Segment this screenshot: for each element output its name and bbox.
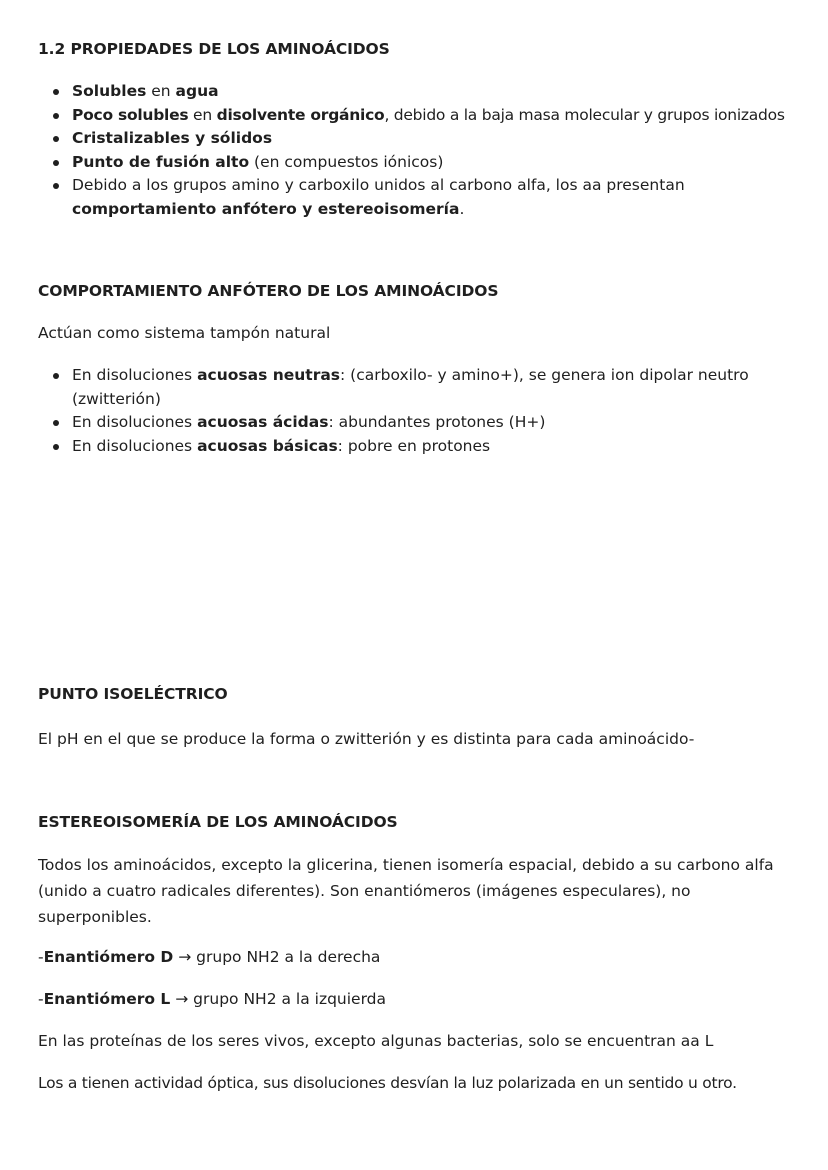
- list-item: Solubles en agua: [38, 80, 798, 104]
- list-item: Debido a los grupos amino y carboxilo unidos al carbono alfa, los aa presentan comportamiento anfótero y estereoisomería.: [38, 174, 712, 221]
- section-heading-propiedades: 1.2 PROPIEDADES DE LOS AMINOÁCIDOS: [38, 40, 390, 58]
- list-item: En disoluciones acuosas neutras: (carboxilo- y amino+), se genera ion dipolar neutro (zwitterión): [38, 364, 772, 411]
- list-item: En disoluciones acuosas ácidas: abundantes protones (H+): [38, 411, 798, 435]
- section-text: El pH en el que se produce la forma o zwitterión y es distinta para cada aminoácido-: [38, 730, 695, 748]
- amphoteric-list: [38, 364, 798, 458]
- list-item: Cristalizables y sólidos: [38, 127, 798, 151]
- section-heading-comportamiento: COMPORTAMIENTO ANFÓTERO DE LOS AMINOÁCIDOS: [38, 282, 499, 300]
- section-intro: Actúan como sistema tampón natural: [38, 324, 331, 342]
- list-item: Punto de fusión alto (en compuestos iónicos): [38, 151, 798, 175]
- section-heading-estereoisomeria: ESTEREOISOMERÍA DE LOS AMINOÁCIDOS: [38, 813, 398, 831]
- section-text: Los a tienen actividad óptica, sus disoluciones desvían la luz polarizada en un sentido u otro.: [38, 1074, 737, 1092]
- section-text: Todos los aminoácidos, excepto la glicerina, tienen isomería espacial, debido a su carbono alfa (unido a cuatro radicales diferentes). Son enantiómeros (imágenes especulares), no superponibles.: [38, 856, 774, 926]
- enantiomer-d-line: -Enantiómero D → grupo NH2 a la derecha: [38, 948, 381, 966]
- section-heading-punto-isoelectrico: PUNTO ISOELÉCTRICO: [38, 685, 228, 703]
- section-text: En las proteínas de los seres vivos, excepto algunas bacterias, solo se encuentran aa L: [38, 1032, 714, 1050]
- enantiomer-l-line: -Enantiómero L → grupo NH2 a la izquierda: [38, 990, 387, 1008]
- list-item: En disoluciones acuosas básicas: pobre en protones: [38, 435, 798, 459]
- properties-list: [38, 80, 798, 221]
- list-item: Poco solubles en disolvente orgánico, debido a la baja masa molecular y grupos ionizados: [38, 104, 798, 128]
